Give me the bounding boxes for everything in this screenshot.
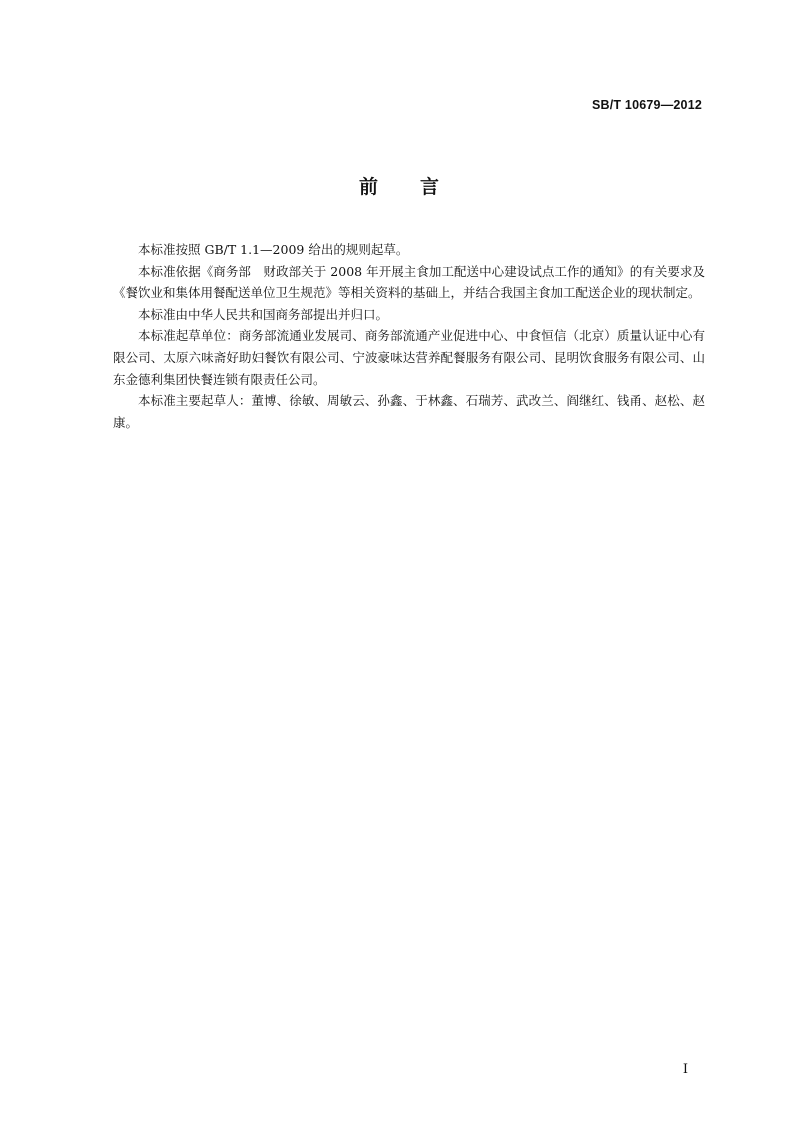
paragraph-basis: 本标准依据《商务部 财政部关于 2008 年开展主食加工配送中心建设试点工作的通知》的有关要求及《餐饮业和集体用餐配送单位卫生规范》等相关资料的基础上，并结合我国主食加工配送企业的现状制定。 [113,263,705,301]
foreword-body [113,239,705,433]
page-number: I [682,1062,688,1077]
paragraph-proposer: 本标准由中华人民共和国商务部提出并归口。 [138,306,389,322]
paragraph-drafting-rules: 本标准按照 GB/T 1.1—2009 给出的规则起草。 [138,242,409,257]
paragraph-drafters: 本标准主要起草人：董博、徐敏、周敏云、孙鑫、于林鑫、石瑞芳、武改兰、阎继红、钱甬、赵松、赵康。 [113,393,705,430]
page-title [0,172,798,199]
title-char-1: 前 [358,176,378,198]
paragraph-drafting-units: 本标准起草单位：商务部流通业发展司、商务部流通产业促进中心、中食恒信（北京）质量认证中心有限公司、太原六味斋好助妇餐饮有限公司、宁波豪味达营养配餐服务有限公司、昆明饮食服务有限公司、山东金德利集团快餐连锁有限责任公司。 [113,328,705,387]
title-char-2: 言 [420,176,440,198]
standard-code: SB/T 10679—2012 [591,98,702,112]
